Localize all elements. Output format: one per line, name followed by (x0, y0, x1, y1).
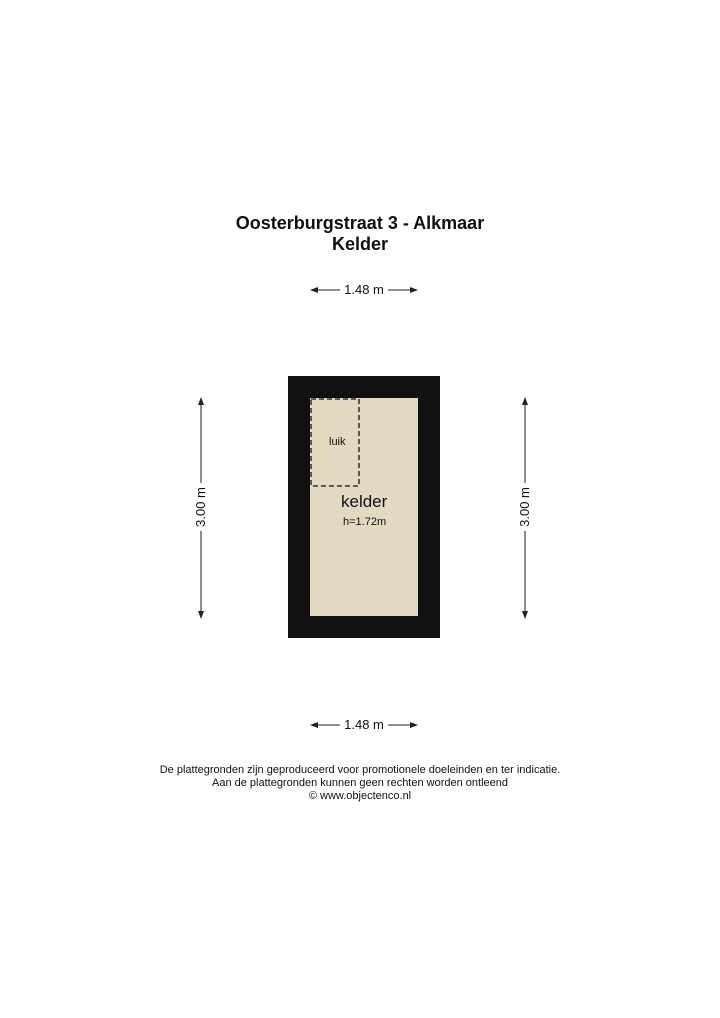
left-height-label: 3.00 m (193, 483, 209, 531)
floor-name: Kelder (331, 234, 389, 254)
bottom-width-label: 1.48 m (340, 717, 388, 733)
room-height: h=1.72m (343, 516, 387, 528)
copyright-line: © www.objectenco.nl (308, 790, 412, 802)
top-width-label: 1.48 m (340, 282, 388, 298)
plan-title: Oosterburgstraat 3 - Alkmaar (235, 213, 485, 233)
disclaimer-line-2: Aan de plattegronden kunnen geen rechten worden ontleend (211, 777, 508, 789)
right-height-label: 3.00 m (517, 483, 533, 531)
hatch-label: luik (329, 436, 346, 448)
disclaimer-line-1: De plattegronden zijn geproduceerd voor promotionele doeleinden en ter indicatie. (159, 764, 561, 776)
room-name: kelder (341, 492, 388, 511)
